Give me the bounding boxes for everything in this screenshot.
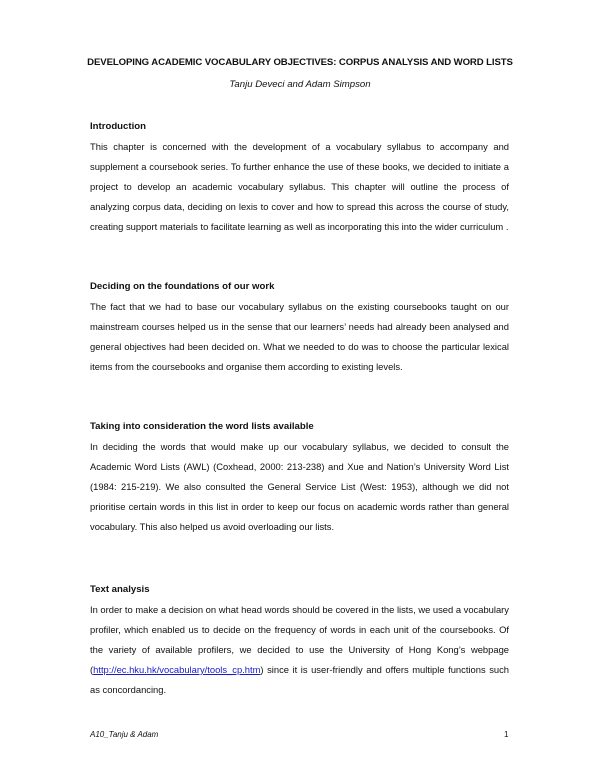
section-heading: Text analysis	[90, 584, 150, 595]
section-paragraph: In deciding the words that would make up our vocabulary syllabus, we decided to consult the Academic Word Lists (AWL) (Coxhead, 2000: 213-238) and Xue and Nation’s University Word List (1984: 215-219). We also consulted the General Service List (West: 1953), although we did not prioritise certain words in this list in order to keep our focus on academic words rather than general vocabulary. This also helped us avoid overloading our lists.	[90, 441, 509, 532]
section-paragraph: The fact that we had to base our vocabulary syllabus on the existing coursebooks taught on our mainstream courses helped us in the sense that our learners’ needs had already been analysed and general objectives had been decided on. What we needed to do was to choose the particular lexical items from the coursebooks and organise them according to existing levels.	[90, 301, 509, 372]
profiler-link[interactable]: http://ec.hku.hk/vocabulary/tools_cp.htm	[93, 664, 261, 675]
section-text-analysis	[90, 580, 509, 700]
section-heading: Taking into consideration the word lists available	[90, 421, 314, 432]
section-word-lists	[90, 417, 509, 537]
section-paragraph	[90, 600, 509, 700]
document-authors: Tanju Deveci and Adam Simpson	[229, 79, 371, 90]
section-introduction	[90, 117, 509, 237]
footer-label: A10_Tanju & Adam	[90, 730, 159, 739]
document-title: DEVELOPING ACADEMIC VOCABULARY OBJECTIVES: CORPUS ANALYSIS AND WORD LISTS	[87, 57, 513, 68]
page-number: 1	[504, 730, 509, 739]
paragraph-text: In order to make a decision on what head words should be covered in the lists, we used a vocabulary profiler, which enabled us to decide on the frequency of words in each unit of the coursebooks. Of the variety of available profilers, we decided to use the University of Hong Kong’s webpage (	[90, 604, 509, 675]
section-heading: Deciding on the foundations of our work	[90, 281, 275, 292]
section-paragraph: This chapter is concerned with the development of a vocabulary syllabus to accompany and supplement a coursebook series. To further enhance the use of these books, we decided to initiate a project to develop an academic vocabulary syllabus. This chapter will outline the process of analyzing corpus data, deciding on lexis to cover and how to spread this across the course of study, creating support materials to facilitate learning as well as incorporating this into the wider curriculum .	[90, 141, 509, 232]
section-foundations	[90, 277, 509, 377]
paragraph-text: ) since it is user-friendly and offers multiple functions such as concordancing.	[90, 664, 509, 695]
section-heading: Introduction	[90, 121, 146, 132]
